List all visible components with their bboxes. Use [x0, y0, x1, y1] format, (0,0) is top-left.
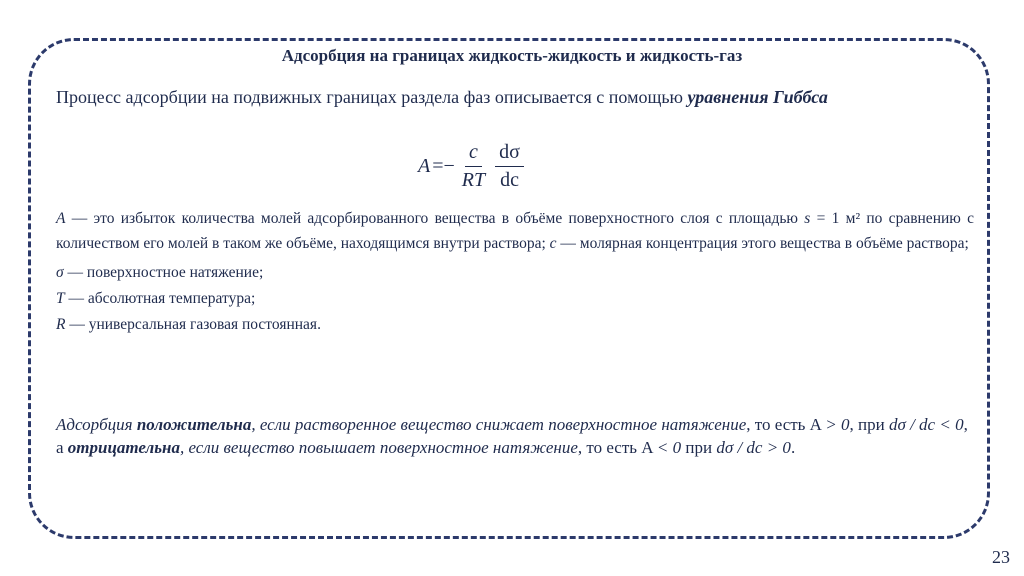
rule-p3: , если растворенное вещество снижает поверхностное натяжение [251, 415, 747, 434]
def-r-text: — универсальная газовая постоянная. [65, 316, 321, 333]
formula-eq: =− [432, 154, 455, 177]
rule-negative-word: отрицательна [67, 438, 180, 457]
rule-p11: , если вещество повышает поверхностное натяжение [179, 438, 578, 457]
def-sigma-text: — поверхностное натяжение; [63, 264, 264, 281]
rule-p1: Адсорбция [56, 415, 137, 434]
def-r [56, 316, 974, 334]
sym-a: A [56, 210, 66, 227]
slide-title: Адсорбция на границах жидкость-жидкость и жидкость-газ [281, 46, 743, 65]
rule-p4: , то есть A [746, 415, 826, 434]
rule-p7: dσ / dc < 0 [888, 415, 964, 434]
definitions [56, 206, 974, 334]
frac2-numerator: dσ [495, 141, 524, 167]
sym-s: s [804, 210, 811, 227]
frac1-denominator: RT [461, 168, 486, 191]
frac2-denominator: dc [500, 168, 519, 191]
rule-p15: dσ / dc > 0 [716, 438, 791, 457]
rule-p6: , при [849, 415, 889, 434]
intro-plain: Процесс адсорбции на подвижных границах раздела фаз описывается с помощью [56, 87, 688, 107]
formula-lhs: A [418, 154, 431, 177]
gibbs-equation [418, 134, 527, 198]
sym-sigma: σ [56, 264, 64, 281]
def-a [56, 206, 974, 256]
def-sigma [56, 264, 974, 282]
rule-p13: < 0 [656, 438, 682, 457]
def-a-text2: = 1 м² по сравнению с количеством его молей в таком же объёме, находящимся внутри раствора; [56, 210, 975, 252]
rule-p16: . [790, 438, 796, 457]
intro-text [56, 87, 976, 108]
formula-frac1 [458, 141, 489, 192]
def-c-text: — молярная концентрация этого вещества в объёме раствора; [556, 235, 969, 252]
def-t-text: — абсолютная температура; [64, 290, 256, 307]
def-t [56, 290, 974, 308]
adsorption-sign-rule [56, 413, 991, 459]
intro-emphasis: уравнения Гиббса [687, 87, 828, 107]
rule-positive [56, 413, 991, 436]
rule-p8: , [963, 415, 968, 434]
sym-t: T [56, 290, 65, 307]
rule-p5: > 0 [825, 415, 850, 434]
formula-frac2 [495, 141, 524, 192]
rule-p9: а [56, 438, 68, 457]
page-number: 23 [992, 547, 1010, 567]
sym-c: c [549, 235, 557, 252]
rule-positive-word: положительна [136, 415, 252, 434]
rule-p14: при [681, 438, 717, 457]
sym-r: R [56, 316, 66, 333]
rule-p12: , то есть A [577, 438, 657, 457]
frac1-numerator: c [465, 141, 482, 167]
def-a-text1: — это избыток количества молей адсорбированного вещества в объёме поверхностного слоя с площадью [65, 210, 805, 227]
rule-negative [56, 436, 991, 459]
